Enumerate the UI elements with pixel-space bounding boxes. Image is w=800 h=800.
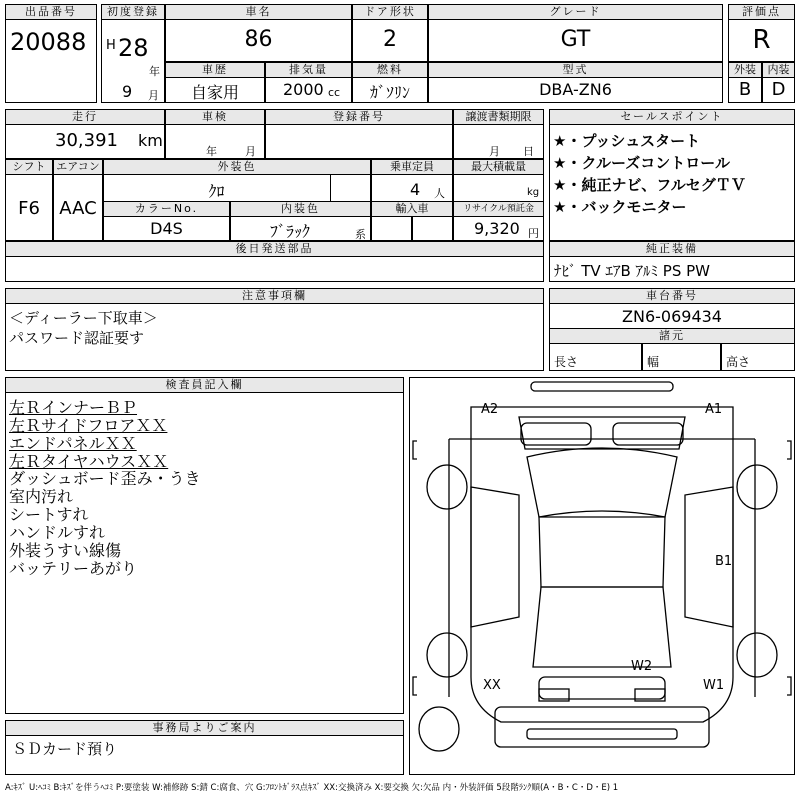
history-label: 車歴 [165, 62, 265, 78]
mark-a2: A2 [481, 402, 499, 417]
int-score: D [771, 79, 786, 100]
rear-bumper-inner [527, 729, 677, 739]
fender-lines [449, 439, 755, 697]
color-no: D4S [150, 219, 183, 238]
rear-bumper [495, 707, 709, 747]
spare-tire [419, 707, 459, 751]
color-sub-cell [330, 174, 371, 202]
inspector-line: 左ＲインナーＢＰ [9, 398, 138, 417]
ext-score: B [738, 79, 752, 100]
chassis-label: 車台番号 [549, 288, 795, 304]
lot-no-label: 出品番号 [5, 4, 97, 20]
door-left [471, 487, 519, 627]
mileage-unit: km [138, 131, 163, 150]
disp-label: 排気量 [265, 62, 352, 78]
ac: AAC [59, 198, 97, 219]
mark-w2: W2 [631, 659, 653, 674]
transfer-month: 月 [489, 145, 500, 158]
int-color-label: 内装色 [230, 201, 371, 217]
import-cell-b [412, 216, 453, 241]
transfer-label: 譲渡書類期限 [453, 109, 544, 125]
model: DBA-ZN6 [539, 80, 612, 99]
load-label: 最大積載量 [453, 159, 544, 175]
ext-label: 外装 [728, 62, 762, 78]
seats-label: 乗車定員 [371, 159, 453, 175]
shift-label: シフト [5, 159, 53, 175]
plate-cell [265, 124, 453, 159]
int-label: 内装 [762, 62, 795, 78]
notes-line: ＜ディーラー下取車＞ [9, 309, 158, 327]
width-label: 幅 [647, 355, 660, 369]
month-unit: 月 [148, 89, 159, 102]
mark-a1: A1 [705, 402, 723, 417]
int-color: ﾌﾞﾗｯｸ [269, 222, 310, 241]
recycle-label: リサイクル預託金 [453, 201, 544, 217]
wheel-front-left [427, 465, 467, 509]
inspector-line: 室内汚れ [9, 487, 74, 506]
sales-item: ★・バックモニター [553, 198, 687, 216]
rear-brackets [413, 677, 791, 695]
later-parts-label: 後日発送部品 [5, 241, 544, 257]
inspector-line: バッテリーあがり [9, 559, 138, 578]
score: R [752, 25, 771, 55]
car-name: 86 [244, 27, 273, 52]
reg-year: 28 [118, 34, 149, 62]
mark-b1: B1 [715, 554, 733, 569]
inspector-line: 外装うすい線傷 [9, 541, 122, 560]
inspector-line: シートすれ [9, 505, 89, 524]
import-label: 輸入車 [371, 201, 453, 217]
hood [519, 417, 685, 449]
grade-label: グレード [428, 4, 723, 20]
sales-item: ★・プッシュスタート [553, 132, 701, 150]
mark-xx: XX [483, 678, 501, 693]
wheel-rear-right [737, 633, 777, 677]
mark-w1: W1 [703, 678, 725, 693]
doors: 2 [383, 27, 397, 52]
inspector-line: 左ＲサイドフロアＸＸ [9, 416, 168, 435]
legend: A:ｷｽﾞ U:ﾍｺﾐ B:ｷｽﾞを伴うﾍｺﾐ P:要塗装 W:補修跡 S:錆 C:腐食、穴 G:ﾌﾛﾝﾄｶﾞﾗｽ点ｷｽﾞ XX:交換済み X:要交換 欠:欠品 内・外装評価 5段階ﾗﾝｸ順(A・B・C・D・E) 1 [5, 783, 619, 793]
import-cell-a [371, 216, 412, 241]
front-bumper [531, 382, 673, 391]
recycle: 9,320 [474, 219, 520, 238]
wheel-front-right [737, 465, 777, 509]
fuel-label: 燃料 [352, 62, 428, 78]
equip-value: ﾅﾋﾞ TV ｴｱB ｱﾙﾐ PS PW [554, 262, 710, 280]
rear-window [533, 587, 671, 667]
mileage: 30,391 [55, 130, 118, 151]
height-label: 高さ [726, 355, 751, 369]
chassis-no: ZN6-069434 [622, 307, 722, 326]
inspect-label: 車検 [165, 109, 265, 125]
reg-month: 9 [122, 82, 133, 101]
grade: GT [560, 27, 591, 52]
wheel-rear-left [427, 633, 467, 677]
first-reg-label: 初度登録 [101, 4, 165, 20]
notes-line: パスワード認証要す [9, 329, 145, 347]
inspector-line: ダッシュボード歪み・うき [9, 469, 201, 488]
mileage-label: 走行 [5, 109, 165, 125]
color: ｸﾛ [208, 182, 225, 201]
equip-label: 純正装備 [549, 241, 795, 257]
displacement: 2000 [283, 80, 324, 99]
trunk [539, 677, 665, 699]
recycle-unit: 円 [528, 227, 539, 240]
color-no-label: カラーNo. [103, 201, 230, 217]
shift: F6 [18, 198, 40, 219]
inspector-line: エンドパネルＸＸ [9, 434, 137, 453]
inspector-line: 左ＲタイヤハウスＸＸ [9, 452, 169, 471]
door-label: ドア形状 [352, 4, 428, 20]
disp-unit: cc [328, 86, 341, 99]
later-parts-cell [5, 256, 544, 282]
sales-label: セールスポイント [549, 109, 795, 125]
dims-label: 諸元 [549, 328, 795, 344]
history: 自家用 [190, 83, 239, 102]
roof [539, 517, 665, 587]
transfer-day: 日 [523, 145, 534, 158]
car-name-label: 車名 [165, 4, 352, 20]
length-label: 長さ [554, 355, 579, 369]
seats-unit: 人 [434, 187, 445, 200]
inspect-year: 年 [206, 145, 217, 158]
color-label: 外装色 [103, 159, 371, 175]
office-label: 事務局よりご案内 [5, 720, 404, 736]
inspect-month: 月 [245, 145, 256, 158]
model-label: 型式 [428, 62, 723, 78]
windshield [527, 448, 677, 517]
plate-label: 登録番号 [265, 109, 453, 125]
mirror-brackets [413, 441, 791, 459]
year-unit: 年 [149, 65, 160, 78]
score-label: 評価点 [728, 4, 795, 20]
ac-label: エアコン [53, 159, 103, 175]
inspector-line: ハンドルすれ [9, 523, 106, 542]
car-diagram [409, 377, 795, 775]
load-unit: kg [527, 187, 540, 198]
office-text: ＳＤカード預り [12, 740, 118, 758]
headlight-left [521, 423, 591, 445]
headlight-right [613, 423, 683, 445]
era: H [106, 38, 116, 53]
sales-item: ★・クルーズコントロール [553, 154, 730, 172]
int-color-unit: 系 [355, 228, 366, 241]
lot-no: 20088 [10, 28, 87, 56]
seats: 4 [410, 180, 421, 199]
fuel: ｶﾞｿﾘﾝ [369, 83, 410, 102]
inspector-label: 検査員記入欄 [5, 377, 404, 393]
sales-item: ★・純正ナビ、フルセグＴＶ [553, 176, 746, 194]
notes-label: 注意事項欄 [5, 288, 544, 304]
body-outline [471, 407, 733, 722]
